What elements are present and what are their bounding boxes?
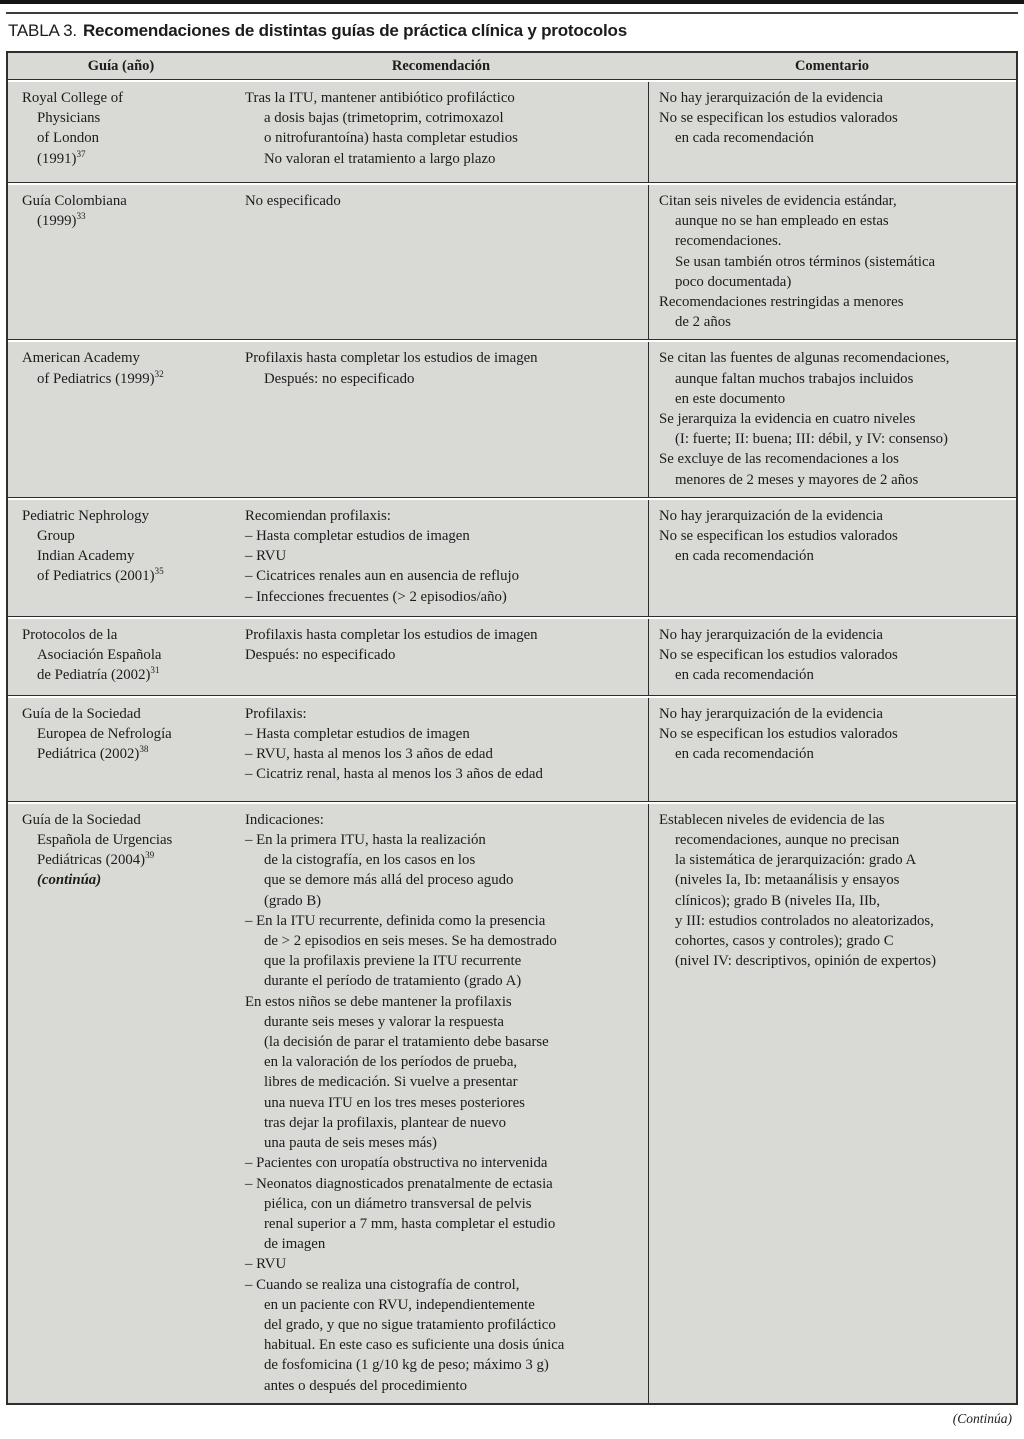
- text-line: de 2 años: [675, 314, 731, 331]
- text-line: recomendaciones, aunque no precisan: [675, 832, 900, 849]
- text-line: Recomendaciones restringidas a menores: [659, 294, 904, 311]
- table-row: [8, 500, 1016, 617]
- text-line: $(1999)^{33}$: [37, 211, 86, 230]
- table-caption: [8, 20, 1018, 42]
- cell-recomendacion: [234, 342, 648, 496]
- text-line: (continúa): [37, 872, 102, 889]
- caption-rule: [6, 12, 1018, 14]
- text-line: aunque faltan muchos trabajos incluidos: [675, 370, 914, 387]
- cell-guia: [8, 698, 234, 801]
- cell-comentario: [648, 619, 1016, 695]
- text-line: en este documento: [675, 390, 786, 407]
- text-line: recomendaciones.: [675, 233, 782, 250]
- text-line: renal superior a 7 mm, hasta completar el estudio: [264, 1215, 556, 1232]
- table-body: [8, 82, 1016, 1403]
- table-row: [8, 342, 1016, 497]
- cell-recomendacion: [234, 804, 648, 1403]
- column-header-guia: Guía (año): [87, 57, 155, 74]
- text-line: menores de 2 meses y mayores de 2 años: [675, 471, 919, 488]
- text-line: de imagen: [264, 1236, 326, 1253]
- text-line: tras dejar la profilaxis, plantear de nuevo: [264, 1114, 506, 1131]
- text-line: Royal College of: [22, 90, 124, 106]
- text-line: (nivel IV: descriptivos, opinión de expertos): [675, 953, 937, 970]
- cell-recomendacion: [234, 698, 648, 801]
- text-line: of Pediatrics $(2001)^{35}$: [37, 566, 164, 585]
- text-line: de fosfomicina (1 g/10 kg de peso; máximo 3 g): [264, 1357, 549, 1374]
- text-line: Se usan también otros términos (sistemática: [675, 253, 936, 270]
- text-line: No se especifican los estudios valorados: [659, 726, 898, 743]
- text-line: en cada recomendación: [675, 667, 814, 684]
- cell-comentario: [648, 804, 1016, 1403]
- text-line: poco documentada): [675, 273, 792, 290]
- text-line: piélica, con un diámetro transversal de pelvis: [264, 1195, 532, 1212]
- text-line: Asociación Española: [37, 647, 162, 664]
- text-line: Después: no especificado: [264, 370, 415, 387]
- cell-guia: [8, 185, 234, 339]
- document-page: [0, 12, 1024, 1427]
- text-line: En estos niños se debe mantener la profilaxis: [245, 993, 512, 1010]
- text-line: – RVU: [245, 548, 287, 565]
- table-row: [8, 804, 1016, 1403]
- text-line: una nueva ITU en los tres meses posteriores: [264, 1094, 525, 1111]
- text-line: una pauta de seis meses más): [264, 1135, 437, 1152]
- text-line: – Hasta completar estudios de imagen: [245, 528, 470, 545]
- table-row: [8, 82, 1016, 183]
- text-line: (la decisión de parar el tratamiento debe basarse: [264, 1034, 549, 1051]
- table-title: Recomendaciones de distintas guías de práctica clínica y protocolos: [82, 21, 627, 40]
- text-line: a dosis bajas (trimetoprim, cotrimoxazol: [264, 110, 504, 127]
- cell-comentario: [648, 82, 1016, 182]
- continuation-note: (Continúa): [952, 1410, 1012, 1426]
- text-line: Protocolos de la: [22, 626, 118, 643]
- text-line: No hay jerarquización de la evidencia: [659, 705, 883, 722]
- text-line: – Cicatrices renales aun en ausencia de reflujo: [245, 568, 520, 585]
- text-line: y III: estudios controlados no aleatorizados,: [675, 912, 934, 929]
- text-line: durante el período de tratamiento (grado A): [264, 973, 522, 990]
- text-line: – Cicatriz renal, hasta al menos los 3 años de edad: [245, 766, 543, 783]
- text-line: Después: no especificado: [245, 647, 396, 664]
- text-line: de Pediatría $(2002)^{31}$: [37, 665, 160, 684]
- text-line: – RVU: [245, 1256, 287, 1273]
- table-row: [8, 185, 1016, 340]
- text-line: – Infecciones frecuentes (> 2 episodios/año): [245, 588, 507, 605]
- text-line: No hay jerarquización de la evidencia: [659, 626, 883, 643]
- text-line: clínicos); grado B (niveles IIa, IIb,: [675, 892, 881, 909]
- text-line: en cada recomendación: [675, 746, 814, 763]
- text-line: No hay jerarquización de la evidencia: [659, 90, 883, 106]
- text-line: (niveles Ia, Ib: metaanálisis y ensayos: [675, 872, 900, 889]
- text-line: la sistemática de jerarquización: grado A: [675, 852, 917, 869]
- text-line: o nitrofurantoína) hasta completar estudios: [264, 130, 518, 147]
- column-header-recomendacion: Recomendación: [391, 57, 491, 74]
- cell-guia: [8, 804, 234, 1403]
- page-top-rule: [0, 0, 1024, 4]
- cell-guia: [8, 82, 234, 182]
- table-label: TABLA 3.: [8, 21, 77, 40]
- text-line: – En la ITU recurrente, definida como la presencia: [245, 912, 546, 929]
- text-line: No hay jerarquización de la evidencia: [659, 507, 883, 524]
- text-line: Pediátricas $(2004)^{39}$: [37, 850, 155, 869]
- text-line: de la cistografía, en los casos en los: [264, 852, 476, 869]
- cell-recomendacion: [234, 500, 648, 616]
- text-line: No se especifican los estudios valorados: [659, 647, 898, 664]
- text-line: Se citan las fuentes de algunas recomendaciones,: [659, 350, 950, 367]
- cell-comentario: [648, 698, 1016, 801]
- text-line: cohortes, casos y controles); grado C: [675, 933, 894, 950]
- text-line: Pediatric Nephrology: [22, 507, 149, 524]
- cell-comentario: [648, 342, 1016, 496]
- text-line: Citan seis niveles de evidencia estándar,: [659, 193, 897, 209]
- text-line: – En la primera ITU, hasta la realización: [245, 832, 486, 849]
- text-line: of London: [37, 130, 100, 147]
- table-header-row: [8, 53, 1016, 80]
- table-row: [8, 698, 1016, 802]
- text-line: $(1991)^{37}$: [37, 148, 86, 167]
- text-line: American Academy: [22, 350, 140, 367]
- text-line: No especificado: [245, 193, 341, 209]
- text-line: de > 2 episodios en seis meses. Se ha demostrado: [264, 933, 557, 950]
- text-line: (grado B): [264, 892, 322, 909]
- text-line: Physicians: [37, 110, 101, 127]
- text-line: Se jerarquiza la evidencia en cuatro niveles: [659, 411, 916, 428]
- guidelines-table: [6, 51, 1018, 1405]
- cell-guia: [8, 342, 234, 496]
- text-line: – Neonatos diagnosticados prenatalmente de ectasia: [245, 1175, 553, 1192]
- text-line: No se especifican los estudios valorados: [659, 110, 898, 127]
- text-line: – RVU, hasta al menos los 3 años de edad: [245, 746, 493, 763]
- text-line: Guía de la Sociedad: [22, 811, 141, 828]
- text-line: Tras la ITU, mantener antibiótico profiláctico: [245, 90, 515, 106]
- text-line: No valoran el tratamiento a largo plazo: [264, 150, 496, 167]
- text-line: que la profilaxis previene la ITU recurrente: [264, 953, 522, 970]
- text-line: aunque no se han empleado en estas: [675, 213, 889, 230]
- text-line: Profilaxis:: [245, 705, 307, 722]
- text-line: Profilaxis hasta completar los estudios de imagen: [245, 350, 538, 367]
- cell-recomendacion: [234, 619, 648, 695]
- text-line: Guía Colombiana: [22, 193, 127, 209]
- cell-guia: [8, 500, 234, 616]
- text-line: que se demore más allá del proceso agudo: [264, 872, 514, 889]
- cell-guia: [8, 619, 234, 695]
- text-line: en un paciente con RVU, independientemente: [264, 1296, 535, 1313]
- text-line: Guía de la Sociedad: [22, 705, 141, 722]
- text-line: Española de Urgencias: [37, 832, 173, 849]
- text-line: Europea de Nefrología: [37, 726, 172, 743]
- text-line: Establecen niveles de evidencia de las: [659, 811, 885, 828]
- text-line: durante seis meses y valorar la respuesta: [264, 1013, 504, 1030]
- text-line: – Cuando se realiza una cistografía de control,: [245, 1276, 520, 1293]
- text-line: en la valoración de los períodos de prueba,: [264, 1054, 518, 1071]
- text-line: No se especifican los estudios valorados: [659, 528, 898, 545]
- text-line: Indian Academy: [37, 548, 135, 565]
- text-line: Recomiendan profilaxis:: [245, 507, 391, 524]
- text-line: Profilaxis hasta completar los estudios de imagen: [245, 626, 538, 643]
- text-line: antes o después del procedimiento: [264, 1377, 467, 1394]
- text-line: – Hasta completar estudios de imagen: [245, 726, 470, 743]
- cell-comentario: [648, 185, 1016, 339]
- cell-comentario: [648, 500, 1016, 616]
- column-header-comentario: Comentario: [794, 57, 870, 74]
- cell-recomendacion: [234, 82, 648, 182]
- text-line: Pediátrica $(2002)^{38}$: [37, 744, 149, 763]
- cell-recomendacion: [234, 185, 648, 339]
- text-line: Se excluye de las recomendaciones a los: [659, 451, 899, 468]
- text-line: del grado, y que no sigue tratamiento profiláctico: [264, 1316, 556, 1333]
- text-line: Group: [37, 528, 75, 545]
- text-line: Indicaciones:: [245, 811, 324, 828]
- text-line: (I: fuerte; II: buena; III: débil, y IV: consenso): [675, 431, 948, 448]
- text-line: en cada recomendación: [675, 548, 814, 565]
- text-line: en cada recomendación: [675, 130, 814, 147]
- text-line: habitual. En este caso es suficiente una dosis única: [264, 1337, 565, 1354]
- text-line: of Pediatrics $(1999)^{32}$: [37, 368, 164, 387]
- text-line: libres de medicación. Si vuelve a presentar: [264, 1074, 518, 1091]
- text-line: – Pacientes con uropatía obstructiva no intervenida: [245, 1155, 548, 1172]
- table-row: [8, 619, 1016, 696]
